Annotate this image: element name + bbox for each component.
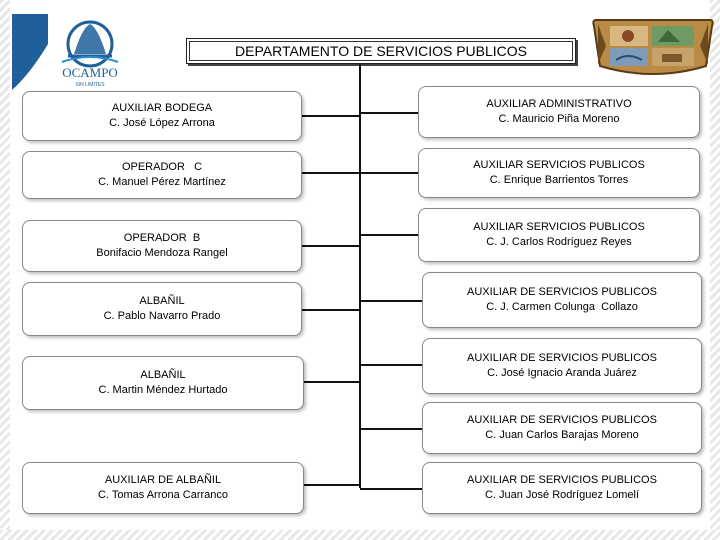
ocampo-logo-icon: [12, 14, 160, 90]
position-role: AUXILIAR DE SERVICIOS PUBLICOS: [467, 286, 657, 298]
connector-left-5: [302, 381, 360, 383]
position-name: C. J. Carlos Rodríguez Reyes: [486, 236, 632, 248]
position-role: AUXILIAR DE SERVICIOS PUBLICOS: [467, 414, 657, 426]
svg-text:OCAMPO: OCAMPO: [62, 65, 118, 80]
position-name: C. Mauricio Piña Moreno: [498, 113, 620, 125]
position-box-left: [22, 151, 302, 199]
svg-text:SIN LIMITES: SIN LIMITES: [75, 82, 105, 88]
position-box-right: [422, 338, 702, 394]
position-box-left: [22, 282, 302, 336]
position-role: AUXILIAR DE ALBAÑIL: [104, 474, 222, 486]
position-name: C. José Ignacio Aranda Juárez: [487, 367, 637, 379]
connector-right-3: [360, 234, 420, 236]
position-box-left: [22, 220, 302, 272]
connector-right-1: [360, 112, 420, 114]
connector-left-6: [302, 484, 360, 486]
position-role: AUXILIAR ADMINISTRATIVO: [486, 98, 632, 110]
position-box-right: [418, 148, 700, 198]
position-name: C. Martin Méndez Hurtado: [98, 384, 228, 396]
position-box-right: [422, 272, 702, 328]
position-box-right: [422, 402, 702, 454]
position-role: ALBAÑIL: [139, 295, 185, 307]
connector-right-7: [360, 488, 422, 490]
position-name: C. J. Carmen Colunga Collazo: [486, 301, 638, 313]
position-name: C. José López Arrona: [109, 117, 215, 129]
position-box-right: [418, 208, 700, 262]
position-name: C. Juan Carlos Barajas Moreno: [485, 429, 639, 441]
connector-right-6: [360, 428, 422, 430]
position-box-right: [418, 86, 700, 138]
connector-right-5: [360, 364, 422, 366]
position-role: OPERADOR B: [123, 232, 201, 244]
position-box-left: [22, 91, 302, 141]
connector-right-4: [360, 300, 422, 302]
decorative-right-border: [710, 0, 720, 540]
connector-right-2: [360, 172, 420, 174]
position-role: AUXILIAR SERVICIOS PUBLICOS: [473, 221, 645, 233]
trunk-line-vertical: [359, 63, 361, 488]
position-role: AUXILIAR DE SERVICIOS PUBLICOS: [467, 474, 657, 486]
position-name: C. Pablo Navarro Prado: [103, 310, 221, 322]
ocampo-logo: [12, 14, 160, 90]
connector-left-1: [300, 115, 360, 117]
municipal-coat-of-arms-icon: [588, 16, 718, 80]
connector-left-3: [300, 245, 360, 247]
connector-left-4: [300, 309, 360, 311]
position-role: AUXILIAR DE SERVICIOS PUBLICOS: [467, 352, 657, 364]
position-name: C. Tomas Arrona Carranco: [97, 489, 229, 501]
position-box-left: [22, 462, 304, 514]
position-name: Bonifacio Mendoza Rangel: [96, 247, 228, 259]
decorative-bottom-border: [0, 530, 720, 540]
position-box-right: [422, 462, 702, 514]
position-name: C. Manuel Pérez Martínez: [98, 176, 226, 188]
position-name: C. Juan José Rodríguez Lomelí: [484, 489, 640, 501]
decorative-left-border: [0, 0, 10, 540]
department-title: DEPARTAMENTO DE SERVICIOS PUBLICOS: [186, 38, 576, 64]
coat-of-arms: [588, 16, 718, 80]
position-role: AUXILIAR SERVICIOS PUBLICOS: [473, 159, 645, 171]
position-name: C. Enrique Barrientos Torres: [489, 174, 629, 186]
position-role: OPERADOR C: [121, 161, 203, 173]
position-role: ALBAÑIL: [140, 369, 186, 381]
position-box-left: [22, 356, 304, 410]
position-role: AUXILIAR BODEGA: [111, 102, 213, 114]
connector-left-2: [300, 172, 360, 174]
